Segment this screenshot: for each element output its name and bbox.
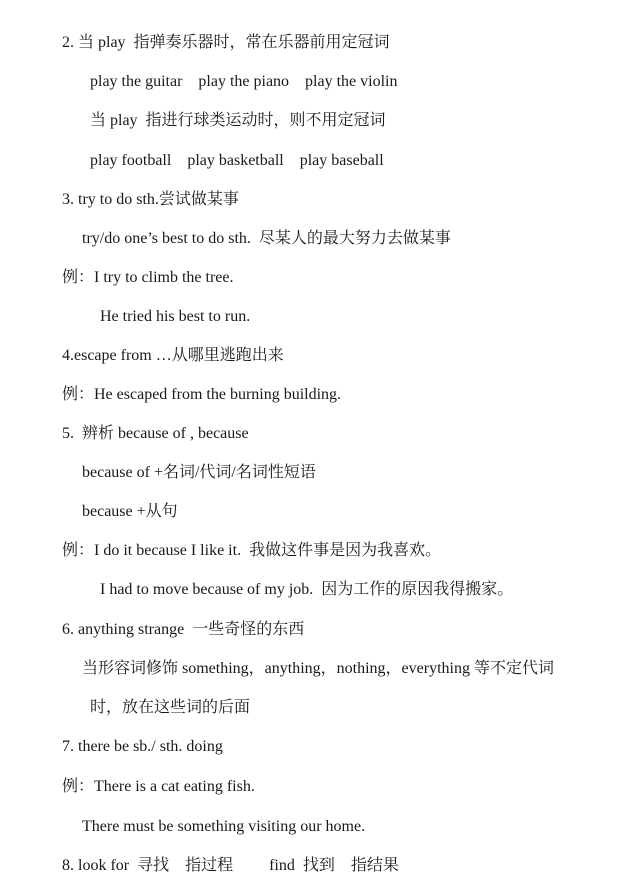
item-3-example-2: He tried his best to run. xyxy=(100,308,251,325)
item-5-because: because +从句 xyxy=(82,503,178,520)
item-7-heading: 7. there be sb./ sth. doing xyxy=(62,738,223,755)
item-2-sport-examples: play football play basketball play baseball xyxy=(90,152,384,169)
item-4-example: 例：He escaped from the burning building. xyxy=(62,386,342,403)
item-5-because-of: because of +名词/代词/名词性短语 xyxy=(82,464,316,481)
item-3-phrase: try/do one’s best to do sth. 尽某人的最大努力去做某事 xyxy=(82,230,451,247)
item-8-heading: 8. look for 寻找 指过程 find 找到 指结果 xyxy=(62,857,399,874)
item-5-example-1: 例：I do it because I like it. 我做这件事是因为我喜欢。 xyxy=(62,542,442,559)
item-3-heading: 3. try to do sth.尝试做某事 xyxy=(62,191,239,208)
item-7-example-2: There must be something visiting our home. xyxy=(82,818,366,835)
item-5-heading: 5. 辨析 because of , because xyxy=(62,425,249,442)
item-3-example-1: 例：I try to climb the tree. xyxy=(62,269,234,286)
item-6-heading: 6. anything strange 一些奇怪的东西 xyxy=(62,621,305,638)
item-6-rule-continued: 时，放在这些词的后面 xyxy=(90,699,251,716)
item-2-heading: 2. 当 play 指弹奏乐器时，常在乐器前用定冠词 xyxy=(62,34,390,51)
item-4-heading: 4.escape from …从哪里逃跑出来 xyxy=(62,347,284,364)
item-6-rule: 当形容词修饰 something，anything，nothing，everything 等不定代词 xyxy=(82,660,554,677)
item-5-example-2: I had to move because of my job. 因为工作的原因我得搬家。 xyxy=(100,581,514,598)
item-7-example-1: 例：There is a cat eating fish. xyxy=(62,778,255,795)
item-2-sport-rule: 当 play 指进行球类运动时，则不用定冠词 xyxy=(90,112,386,129)
item-2-instrument-examples: play the guitar play the piano play the violin xyxy=(90,73,398,90)
